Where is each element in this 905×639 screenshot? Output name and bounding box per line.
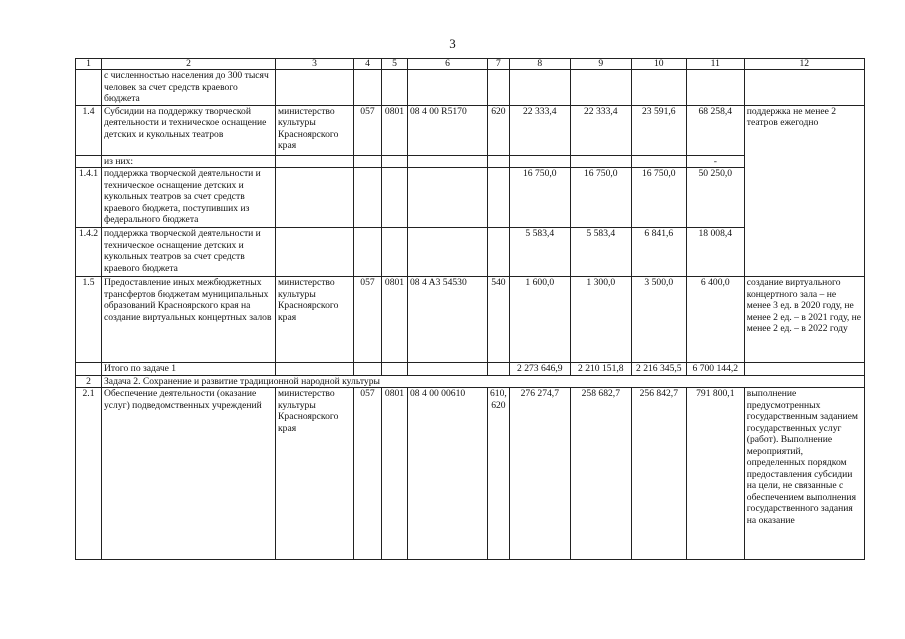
value-2020: 1 600,0 [509,277,570,363]
col-number: 6 [408,59,488,70]
csr-code: 08 4 00 00610 [408,388,488,560]
value-2021: 22 333,4 [570,105,631,155]
table-row [76,363,865,376]
row-number: 1.5 [76,277,102,363]
value-2022: 6 841,6 [631,228,686,277]
value-2021: 1 300,0 [570,277,631,363]
row-number: 1.4 [76,105,102,155]
task-heading: Задача 2. Сохранение и развитие традиционной народной культуры [102,375,865,388]
col-number: 5 [382,59,408,70]
value-2020: 16 750,0 [509,168,570,228]
value-2022: 256 842,7 [631,388,686,560]
row-name: Субсидии на поддержку творческой деятельности и техническое оснащение детских и кукольных театров [102,105,276,155]
table-row [76,70,865,106]
value-2021: 258 682,7 [570,388,631,560]
dash-mark: - [686,155,744,168]
value-2022: 16 750,0 [631,168,686,228]
table-row [76,388,865,560]
value-2020: 2 273 646,9 [509,363,570,376]
value-2022: 2 216 345,5 [631,363,686,376]
row-number: 2 [76,375,102,388]
value-2022: 3 500,0 [631,277,686,363]
value-total: 791 800,1 [686,388,744,560]
grbs-code: 057 [354,277,382,363]
table-row [76,277,865,363]
rzpr-code: 0801 [382,277,408,363]
row-name: с численностью населения до 300 тысяч человек за счет средств краевого бюджета [102,70,276,106]
table-row [76,105,865,155]
csr-code: 08 4 A3 54530 [408,277,488,363]
agency: министерство культуры Красноярского края [276,388,354,560]
row-name: Обеспечение деятельности (оказание услуг) подведомственных учреждений [102,388,276,560]
value-total: 18 008,4 [686,228,744,277]
row-name: поддержка творческой деятельности и техническое оснащение детских и кукольных театров за счет средств краевого бюджета, поступивших из федерального бюджета [102,168,276,228]
value-total: 50 250,0 [686,168,744,228]
total-label: Итого по задаче 1 [102,363,276,376]
value-total: 6 400,0 [686,277,744,363]
rzpr-code: 0801 [382,388,408,560]
row-name: Предоставление иных межбюджетных трансфертов бюджетам муниципальных образований Красноярского края на создание виртуальных концертных залов [102,277,276,363]
value-total: 68 258,4 [686,105,744,155]
value-2021: 2 210 151,8 [570,363,631,376]
table-row [76,375,865,388]
col-number: 1 [76,59,102,70]
value-2020: 22 333,4 [509,105,570,155]
agency: министерство культуры Красноярского края [276,277,354,363]
col-number: 10 [631,59,686,70]
value-2021: 5 583,4 [570,228,631,277]
col-number: 4 [354,59,382,70]
col-number: 9 [570,59,631,70]
value-2020: 5 583,4 [509,228,570,277]
col-number: 2 [102,59,276,70]
vr-code: 610, 620 [488,388,510,560]
value-2022: 23 591,6 [631,105,686,155]
expected-result: выполнение предусмотренных государственным заданием государственных услуг (работ). Выполнение мероприятий, определенных порядком предоставления субсидии на цели, не связанные с обеспечением выполнения государственного задания на оказание [744,388,864,560]
value-total: 6 700 144,2 [686,363,744,376]
col-number: 3 [276,59,354,70]
rzpr-code: 0801 [382,105,408,155]
row-name: из них: [102,155,276,168]
grbs-code: 057 [354,105,382,155]
value-2021: 16 750,0 [570,168,631,228]
vr-code: 540 [488,277,510,363]
row-number: 1.4.2 [76,228,102,277]
row-number: 1.4.1 [76,168,102,228]
col-number: 11 [686,59,744,70]
grbs-code: 057 [354,388,382,560]
col-number: 12 [744,59,864,70]
budget-table [75,58,865,560]
column-number-row [76,59,865,70]
value-2020: 276 274,7 [509,388,570,560]
vr-code: 620 [488,105,510,155]
page-number: 3 [449,36,456,51]
row-name: поддержка творческой деятельности и техническое оснащение детских и кукольных театров за счет средств краевого бюджета [102,228,276,277]
expected-result: создание виртуального концертного зала – не менее 3 ед. в 2020 году, не менее 2 ед. – в 2021 году, не менее 2 ед. – в 2022 году [744,277,864,363]
csr-code: 08 4 00 R5170 [408,105,488,155]
row-number: 2.1 [76,388,102,560]
col-number: 7 [488,59,510,70]
expected-result: поддержка не менее 2 театров ежегодно [744,105,864,277]
col-number: 8 [509,59,570,70]
agency: министерство культуры Красноярского края [276,105,354,155]
